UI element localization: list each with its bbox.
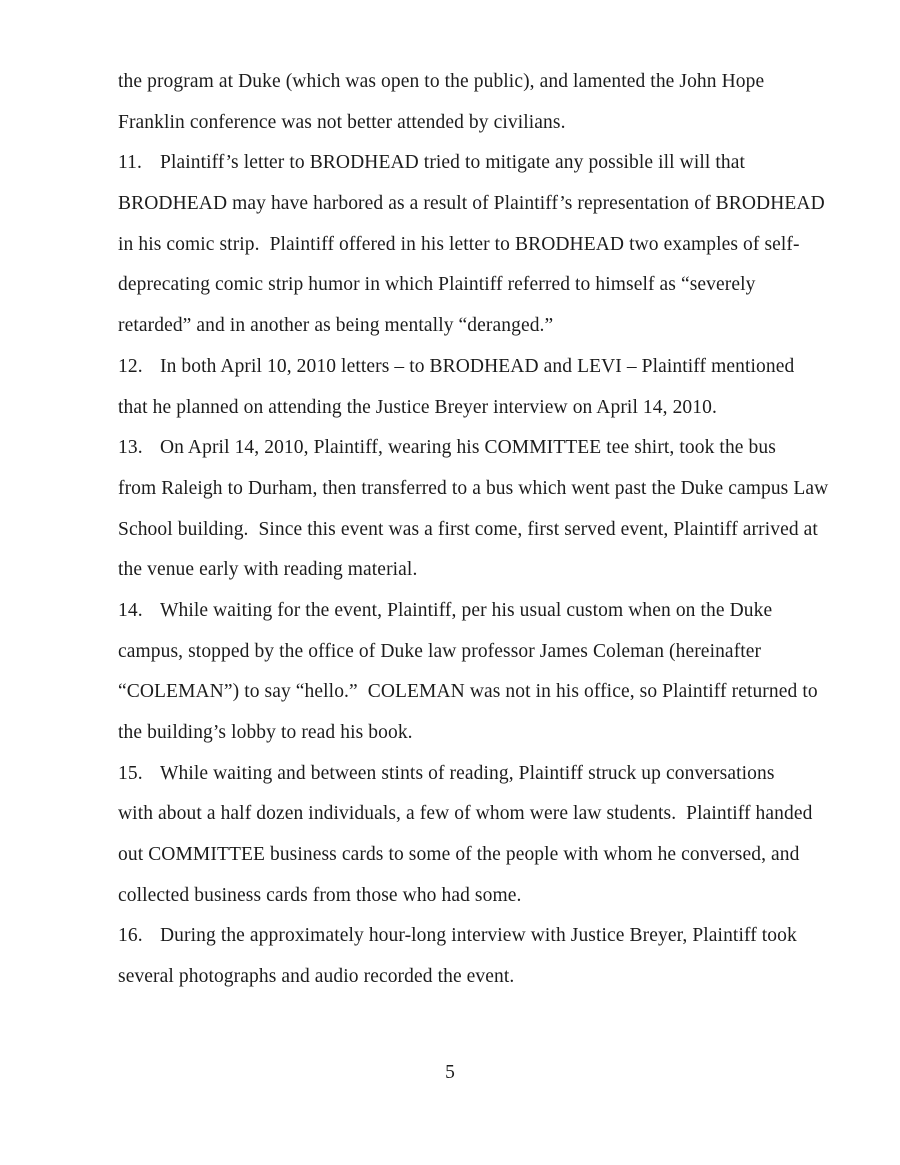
text-line: in his comic strip. Plaintiff offered in his letter to BRODHEAD two examples of self- — [118, 233, 800, 255]
text-line: retarded” and in another as being mentally “deranged.” — [118, 315, 554, 337]
text-line: deprecating comic strip humor in which Plaintiff referred to himself as “severely — [118, 274, 756, 296]
text-line: BRODHEAD may have harbored as a result of Plaintiff’s representation of BRODHEAD — [118, 193, 825, 215]
paragraph-first-line-text: While waiting and between stints of reading, Plaintiff struck up conversations — [160, 762, 775, 784]
paragraph-number: 15. — [118, 762, 143, 784]
text-line — [118, 347, 795, 388]
text-line: the venue early with reading material. — [118, 559, 418, 581]
paragraph-number: 14. — [118, 599, 143, 621]
document-body — [118, 62, 829, 998]
text-line: with about a half dozen individuals, a few of whom were law students. Plaintiff handed — [118, 803, 813, 825]
text-line: the building’s lobby to read his book. — [118, 722, 413, 743]
text-line — [118, 143, 790, 184]
text-line: the program at Duke (which was open to the public), and lamented the John Hope — [118, 71, 765, 92]
text-line: that he planned on attending the Justice Breyer interview on April 14, 2010. — [118, 396, 717, 418]
paragraph-first-line-text: Plaintiff’s letter to BRODHEAD tried to mitigate any possible ill will that — [160, 152, 746, 174]
paragraph-number: 16. — [118, 925, 143, 947]
paragraph-first-line-text: During the approximately hour-long interview with Justice Breyer, Plaintiff took — [160, 925, 797, 947]
paragraph-number: 12. — [118, 355, 143, 377]
paragraph-first-line-text: In both April 10, 2010 letters – to BRODHEAD and LEVI – Plaintiff mentioned — [160, 355, 795, 377]
text-line: School building. Since this event was a first come, first served event, Plaintiff arrived at — [118, 518, 818, 540]
text-line: out COMMITTEE business cards to some of the people with whom he conversed, and — [118, 844, 800, 866]
paragraph-number: 13. — [118, 437, 143, 459]
text-line — [118, 916, 797, 957]
text-line: campus, stopped by the office of Duke law professor James Coleman (hereinafter — [118, 640, 762, 662]
text-line — [118, 591, 790, 632]
text-line — [118, 428, 790, 469]
text-line: “COLEMAN”) to say “hello.” COLEMAN was not in his office, so Plaintiff returned to — [118, 681, 818, 703]
paragraph-number: 11. — [118, 152, 142, 174]
text-line: collected business cards from those who had some. — [118, 884, 522, 906]
paragraph-first-line-text: On April 14, 2010, Plaintiff, wearing his COMMITTEE tee shirt, took the bus — [160, 437, 776, 459]
text-line: Franklin conference was not better attended by civilians. — [118, 111, 566, 133]
paragraph-first-line-text: While waiting for the event, Plaintiff, per his usual custom when on the Duke — [160, 599, 773, 621]
page-number: 5 — [445, 1062, 455, 1083]
text-line: several photographs and audio recorded the event. — [118, 966, 515, 988]
text-line: from Raleigh to Durham, then transferred to a bus which went past the Duke campus Law — [118, 477, 829, 499]
text-line — [118, 754, 790, 795]
